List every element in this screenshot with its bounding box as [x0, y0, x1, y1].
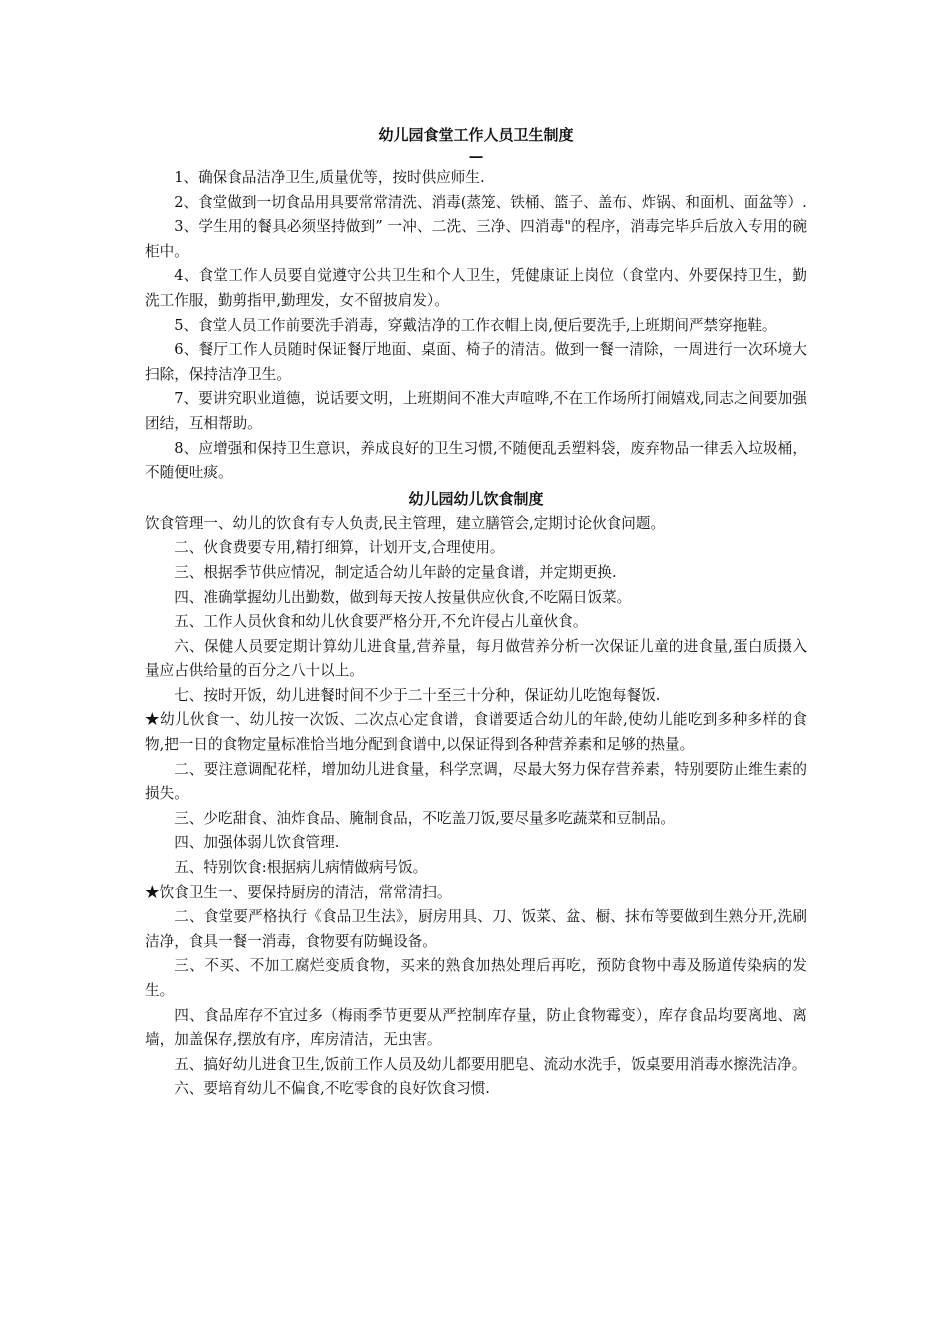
diet-management-item: 三、根据季节供应情况，制定适合幼儿年龄的定量食谱，并定期更换.	[174, 563, 617, 581]
title-dash: —	[468, 148, 484, 165]
food-hygiene-lead: ★饮食卫生一、要保持厨房的清洁，常常清扫。	[145, 883, 452, 901]
diet-management-lead: 饮食管理一、幼儿的饮食有专人负责,民主管理，建立膳管会,定期讨论伙食问题。	[145, 514, 666, 532]
canteen-rule-1: 1、确保食品洁净卫生,质量优等，按时供应师生.	[174, 169, 485, 186]
child-meals-lead: ★幼儿伙食一、幼儿按一次饭、二次点心定食谱，食谱要适合幼儿的年龄,使幼儿能吃到多种多样的食物,把一日的食物定量标准恰当地分配到食谱中,以保证得到各种营养素和足够的热量。	[145, 711, 807, 754]
child-meals-item: 三、少吃甜食、油炸食品、腌制食品，不吃盖刀饭,要尽量多吃蔬菜和豆制品。	[174, 809, 676, 827]
food-hygiene-item: 五、搞好幼儿进食卫生,饭前工作人员及幼儿都要用肥皂、流动水洗手，饭桌要用消毒水擦洗洁净。	[174, 1055, 807, 1073]
diet-management-item: 二、伙食费要专用,精打细算，计划开支,合理使用。	[174, 539, 505, 557]
section-title-diet-system: 幼儿园幼儿饮食制度	[408, 489, 544, 508]
food-hygiene-item: 六、要培育幼儿不偏食,不吃零食的良好饮食习惯.	[174, 1080, 490, 1098]
diet-management-item: 六、保健人员要定期计算幼儿进食量,营养量，每月做营养分析一次保证儿童的进食量,蛋白质摄入量应占供给量的百分之八十以上。	[145, 637, 807, 680]
canteen-rule-6: 6、餐厅工作人员随时保证餐厅地面、桌面、椅子的清洁。做到一餐一清除，一周进行一次环境大扫除，保持洁净卫生。	[145, 341, 807, 383]
diet-management-item: 四、准确掌握幼儿出勤数，做到每天按人按量供应伙食,不吃隔日饭菜。	[174, 588, 632, 606]
food-hygiene-item: 四、食品库存不宜过多（梅雨季节更要从严控制库存量，防止食物霉变），库存食品均要离地、离墙，加盖保存,摆放有序，库房清洁，无虫害。	[145, 1006, 807, 1049]
child-meals-item: 四、加强体弱儿饮食管理.	[174, 834, 340, 852]
canteen-rule-2: 2、食堂做到一切食品用具要常常清洗、消毒(蒸笼、铁桶、篮子、盖布、炸锅、和面机、面盆等）.	[174, 193, 807, 211]
child-meals-item: 五、特别饮食:根据病儿病情做病号饭。	[174, 859, 428, 877]
food-hygiene-item: 二、食堂要严格执行《食品卫生法》，厨房用具、刀、饭菜、盆、橱、抹布等要做到生熟分开,洗刷洁净，食具一餐一消毒，食物要有防蝇设备。	[145, 908, 807, 950]
child-meals-item: 二、要注意调配花样，增加幼儿进食量，科学烹调，尽最大努力保存营养素，特别要防止维生素的损失。	[145, 760, 807, 803]
section-title-canteen-hygiene: 幼儿园食堂工作人员卫生制度	[378, 126, 574, 144]
canteen-rule-8: 8、应增强和保持卫生意识，养成良好的卫生习惯,不随便乱丢塑料袋，废弃物品一律丢入垃圾桶，不随便吐痰。	[145, 439, 807, 482]
diet-management-item: 五、工作人员伙食和幼儿伙食要严格分开,不允许侵占儿童伙食。	[174, 613, 588, 631]
canteen-rule-4: 4、食堂工作人员要自觉遵守公共卫生和个人卫生，凭健康证上岗位（食堂内、外要保持卫生，勤洗工作服，勤剪指甲,勤理发，女不留披肩发）。	[145, 267, 807, 309]
canteen-rule-3: 3、学生用的餐具必须坚持做到” 一冲、二洗、三净、四消毒"的程序，消毒完毕乒后放入专用的碗柜中。	[145, 218, 807, 260]
food-hygiene-item: 三、不买、不加工腐烂变质食物，买来的熟食加热处理后再吃，预防食物中毒及肠道传染病的发生。	[145, 957, 807, 999]
canteen-rule-7: 7、要讲究职业道德，说话要文明，上班期间不准大声喧哗,不在工作场所打闹嬉戏,同志之间要加强团结，互相帮助。	[145, 390, 807, 432]
canteen-rule-5: 5、食堂人员工作前要洗手消毒，穿戴洁净的工作衣帽上岗,便后要洗手,上班期间严禁穿拖鞋。	[174, 316, 777, 334]
diet-management-item: 七、按时开饭，幼儿进餐时间不少于二十至三十分种，保证幼儿吃饱每餐饭.	[174, 686, 661, 704]
